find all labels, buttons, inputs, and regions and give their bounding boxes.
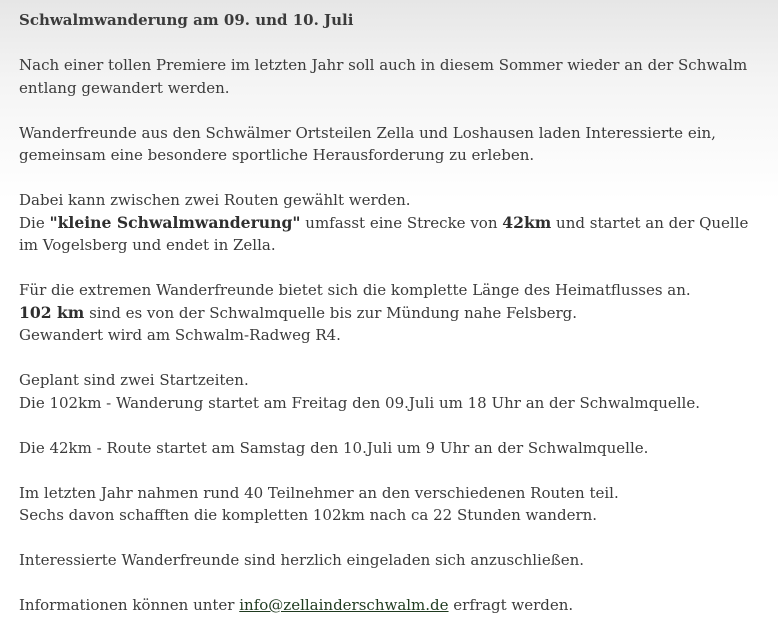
- extreme-line-1: Für die extremen Wanderfreunde bietet sich die komplette Länge des Heimatflusses an.: [19, 281, 691, 299]
- paragraph-routes: [19, 189, 769, 257]
- last-year-line-2: Sechs davon schafften die kompletten 102km nach ca 22 Stunden wandern.: [19, 506, 598, 524]
- route-name-small: "kleine Schwalmwanderung": [49, 212, 301, 232]
- last-year-line-1: Im letzten Jahr nahmen rund 40 Teilnehmer an den verschiedenen Routen teil.: [19, 483, 619, 502]
- paragraph-invitation: Interessierte Wanderfreunde sind herzlich eingeladen sich anzuschließen.: [19, 551, 585, 569]
- paragraph-extreme: [19, 279, 769, 347]
- start-times-line-1: Geplant sind zwei Startzeiten.: [19, 371, 249, 389]
- routes-text-pre: Die: [19, 213, 50, 232]
- paragraph-short-route-start: Die 42km - Route startet am Samstag den 10.Juli um 9 Uhr an der Schwalmquelle.: [19, 438, 649, 457]
- routes-intro-line: Dabei kann zwischen zwei Routen gewählt werden.: [19, 191, 411, 209]
- routes-text-post: und startet an der Quelle im Vogelsberg und endet in Zella.: [19, 213, 749, 254]
- paragraph-organizers: Wanderfreunde aus den Schwälmer Ortsteilen Zella und Loshausen laden Interessierte ein, gemeinsam eine besondere sportliche Herausforderung zu erleben.: [19, 123, 716, 164]
- paragraph-start-times: [19, 369, 769, 414]
- contact-text-post: erfragt werden.: [448, 596, 574, 614]
- extreme-line-3: Gewandert wird am Schwalm-Radweg R4.: [19, 326, 341, 344]
- article: [19, 9, 769, 617]
- article-title: Schwalmwanderung am 09. und 10. Juli: [19, 11, 354, 29]
- contact-text-pre: Informationen können unter: [19, 596, 240, 614]
- route-distance-full: 102 km: [19, 302, 85, 322]
- contact-email-link[interactable]: info@zellainderschwalm.de: [239, 596, 449, 614]
- routes-text-mid: umfasst eine Strecke von: [300, 213, 503, 232]
- paragraph-contact: [19, 594, 769, 617]
- extreme-line-2: sind es von der Schwalmquelle bis zur Mündung nahe Felsberg.: [84, 303, 578, 322]
- start-times-line-2: Die 102km - Wanderung startet am Freitag den 09.Juli um 18 Uhr an der Schwalmquelle.: [19, 393, 700, 412]
- route-distance-small: 42km: [502, 212, 552, 232]
- paragraph-last-year: [19, 482, 769, 527]
- paragraph-intro: Nach einer tollen Premiere im letzten Jahr soll auch in diesem Sommer wieder an der Schwalm entlang gewandert werden.: [19, 56, 748, 97]
